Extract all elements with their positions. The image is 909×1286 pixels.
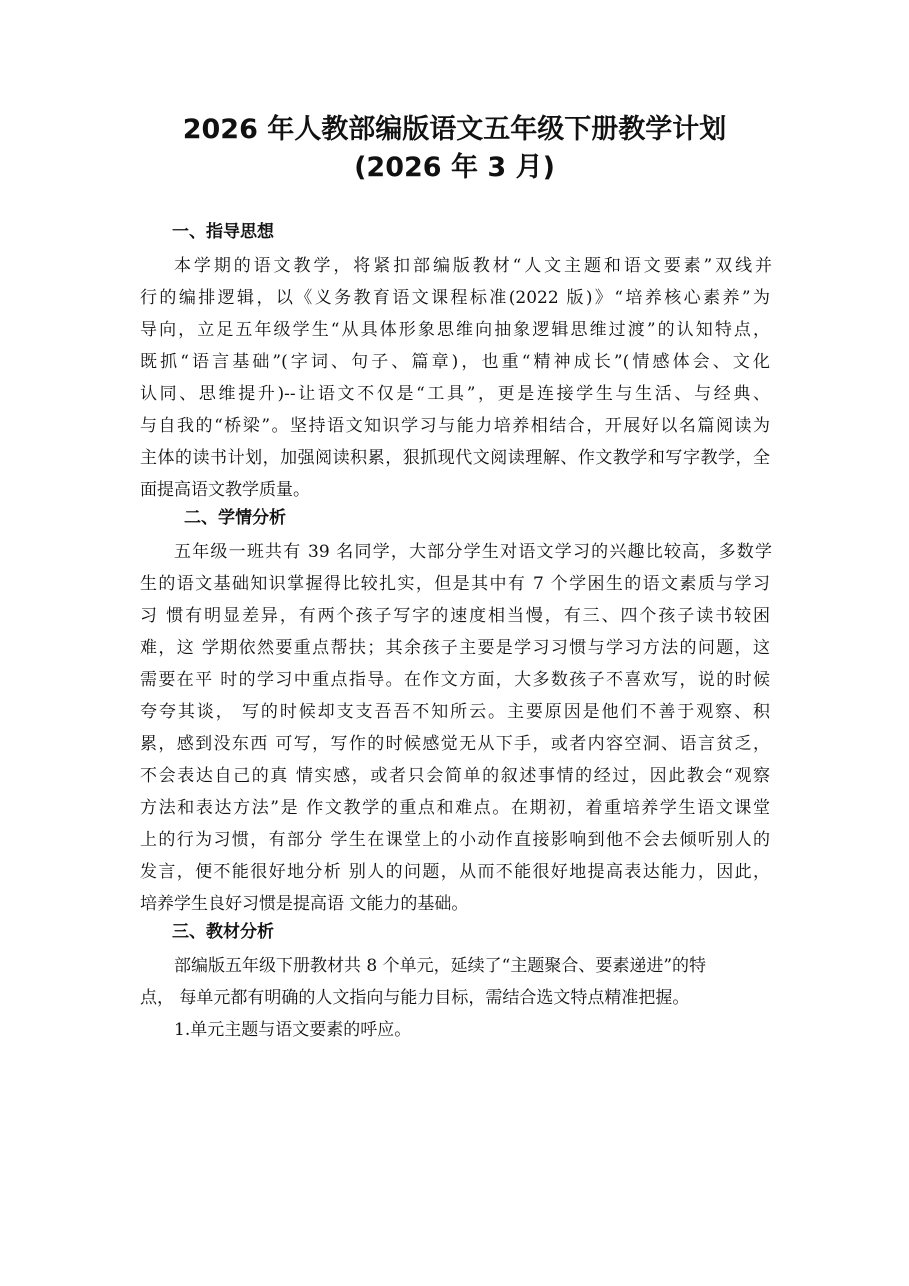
paragraph-line: 习 惯有明显差异，有两个孩子写字的速度相当慢，有三、四个孩子读书较困 [140, 606, 770, 626]
paragraph-line: 行的编排逻辑，以《义务教育语文课程标准(2022 版)》“培养核心素养”为 [140, 288, 770, 308]
paragraph-line: 上的行为习惯，有部分 学生在课堂上的小动作直接影响到他不会去倾听别人的 [140, 830, 770, 850]
section-heading-student-analysis: 二、学情分析 [184, 508, 286, 528]
section-heading-guiding-ideology: 一、指导思想 [172, 222, 274, 242]
paragraph-line: 本学期的语文教学，将紧扣部编版教材“人文主题和语文要素”双线并 [174, 256, 772, 276]
document-title: 2026 年人教部编版语文五年级下册教学计划 [182, 114, 727, 145]
paragraph-line: 面提高语文教学质量。 [140, 480, 310, 500]
paragraph-line: 五年级一班共有 39 名同学，大部分学生对语文学习的兴趣比较高，多数学 [174, 542, 772, 562]
paragraph-line: 不会表达自己的真 情实感，或者只会简单的叙述事情的经过，因此教会“观察 [140, 766, 770, 786]
section-heading-textbook-analysis: 三、教材分析 [172, 922, 274, 942]
list-item: 1.单元主题与语文要素的呼应。 [174, 1020, 412, 1040]
paragraph-line: 主体的读书计划，加强阅读积累，狠抓现代文阅读理解、作文教学和写字教学，全 [140, 448, 770, 468]
paragraph-line: 认同、思维提升)--让语文不仅是“工具”，更是连接学生与生活、与经典、 [140, 384, 770, 404]
document-subtitle-date: (2026 年 3 月) [354, 152, 555, 183]
paragraph-line: 方法和表达方法”是 作文教学的重点和难点。在期初，着重培养学生语文课堂 [140, 798, 770, 818]
paragraph-line: 部编版五年级下册教材共 8 个单元，延续了“主题聚合、要素递进”的特 [174, 956, 707, 976]
paragraph-line: 生的语文基础知识掌握得比较扎实，但是其中有 7 个学困生的语文素质与学习 [140, 574, 770, 594]
paragraph-line: 需要在平 时的学习中重点指导。在作文方面，大多数孩子不喜欢写，说的时候 [140, 670, 770, 690]
paragraph-line: 夸夸其谈， 写的时候却支支吾吾不知所云。主要原因是他们不善于观察、积 [140, 702, 770, 722]
paragraph-line: 既抓“语言基础”(字词、句子、篇章)，也重“精神成长”(情感体会、文化 [140, 352, 770, 372]
paragraph-line: 发言，便不能很好地分析 别人的问题，从而不能很好地提高表达能力，因此， [140, 862, 770, 882]
paragraph-line: 与自我的“桥梁”。坚持语文知识学习与能力培养相结合，开展好以名篇阅读为 [140, 416, 770, 436]
paragraph-line: 培养学生良好习惯是提高语 文能力的基础。 [140, 894, 469, 914]
paragraph-line: 难，这 学期依然要重点帮扶；其余孩子主要是学习习惯与学习方法的问题，这 [140, 638, 770, 658]
paragraph-line: 累，感到没东西 可写，写作的时候感觉无从下手，或者内容空洞、语言贫乏， [140, 734, 770, 754]
paragraph-line: 点， 每单元都有明确的人文指向与能力目标，需结合选文特点精准把握。 [140, 988, 690, 1008]
paragraph-line: 导向，立足五年级学生“从具体形象思维向抽象逻辑思维过渡”的认知特点， [140, 320, 770, 340]
